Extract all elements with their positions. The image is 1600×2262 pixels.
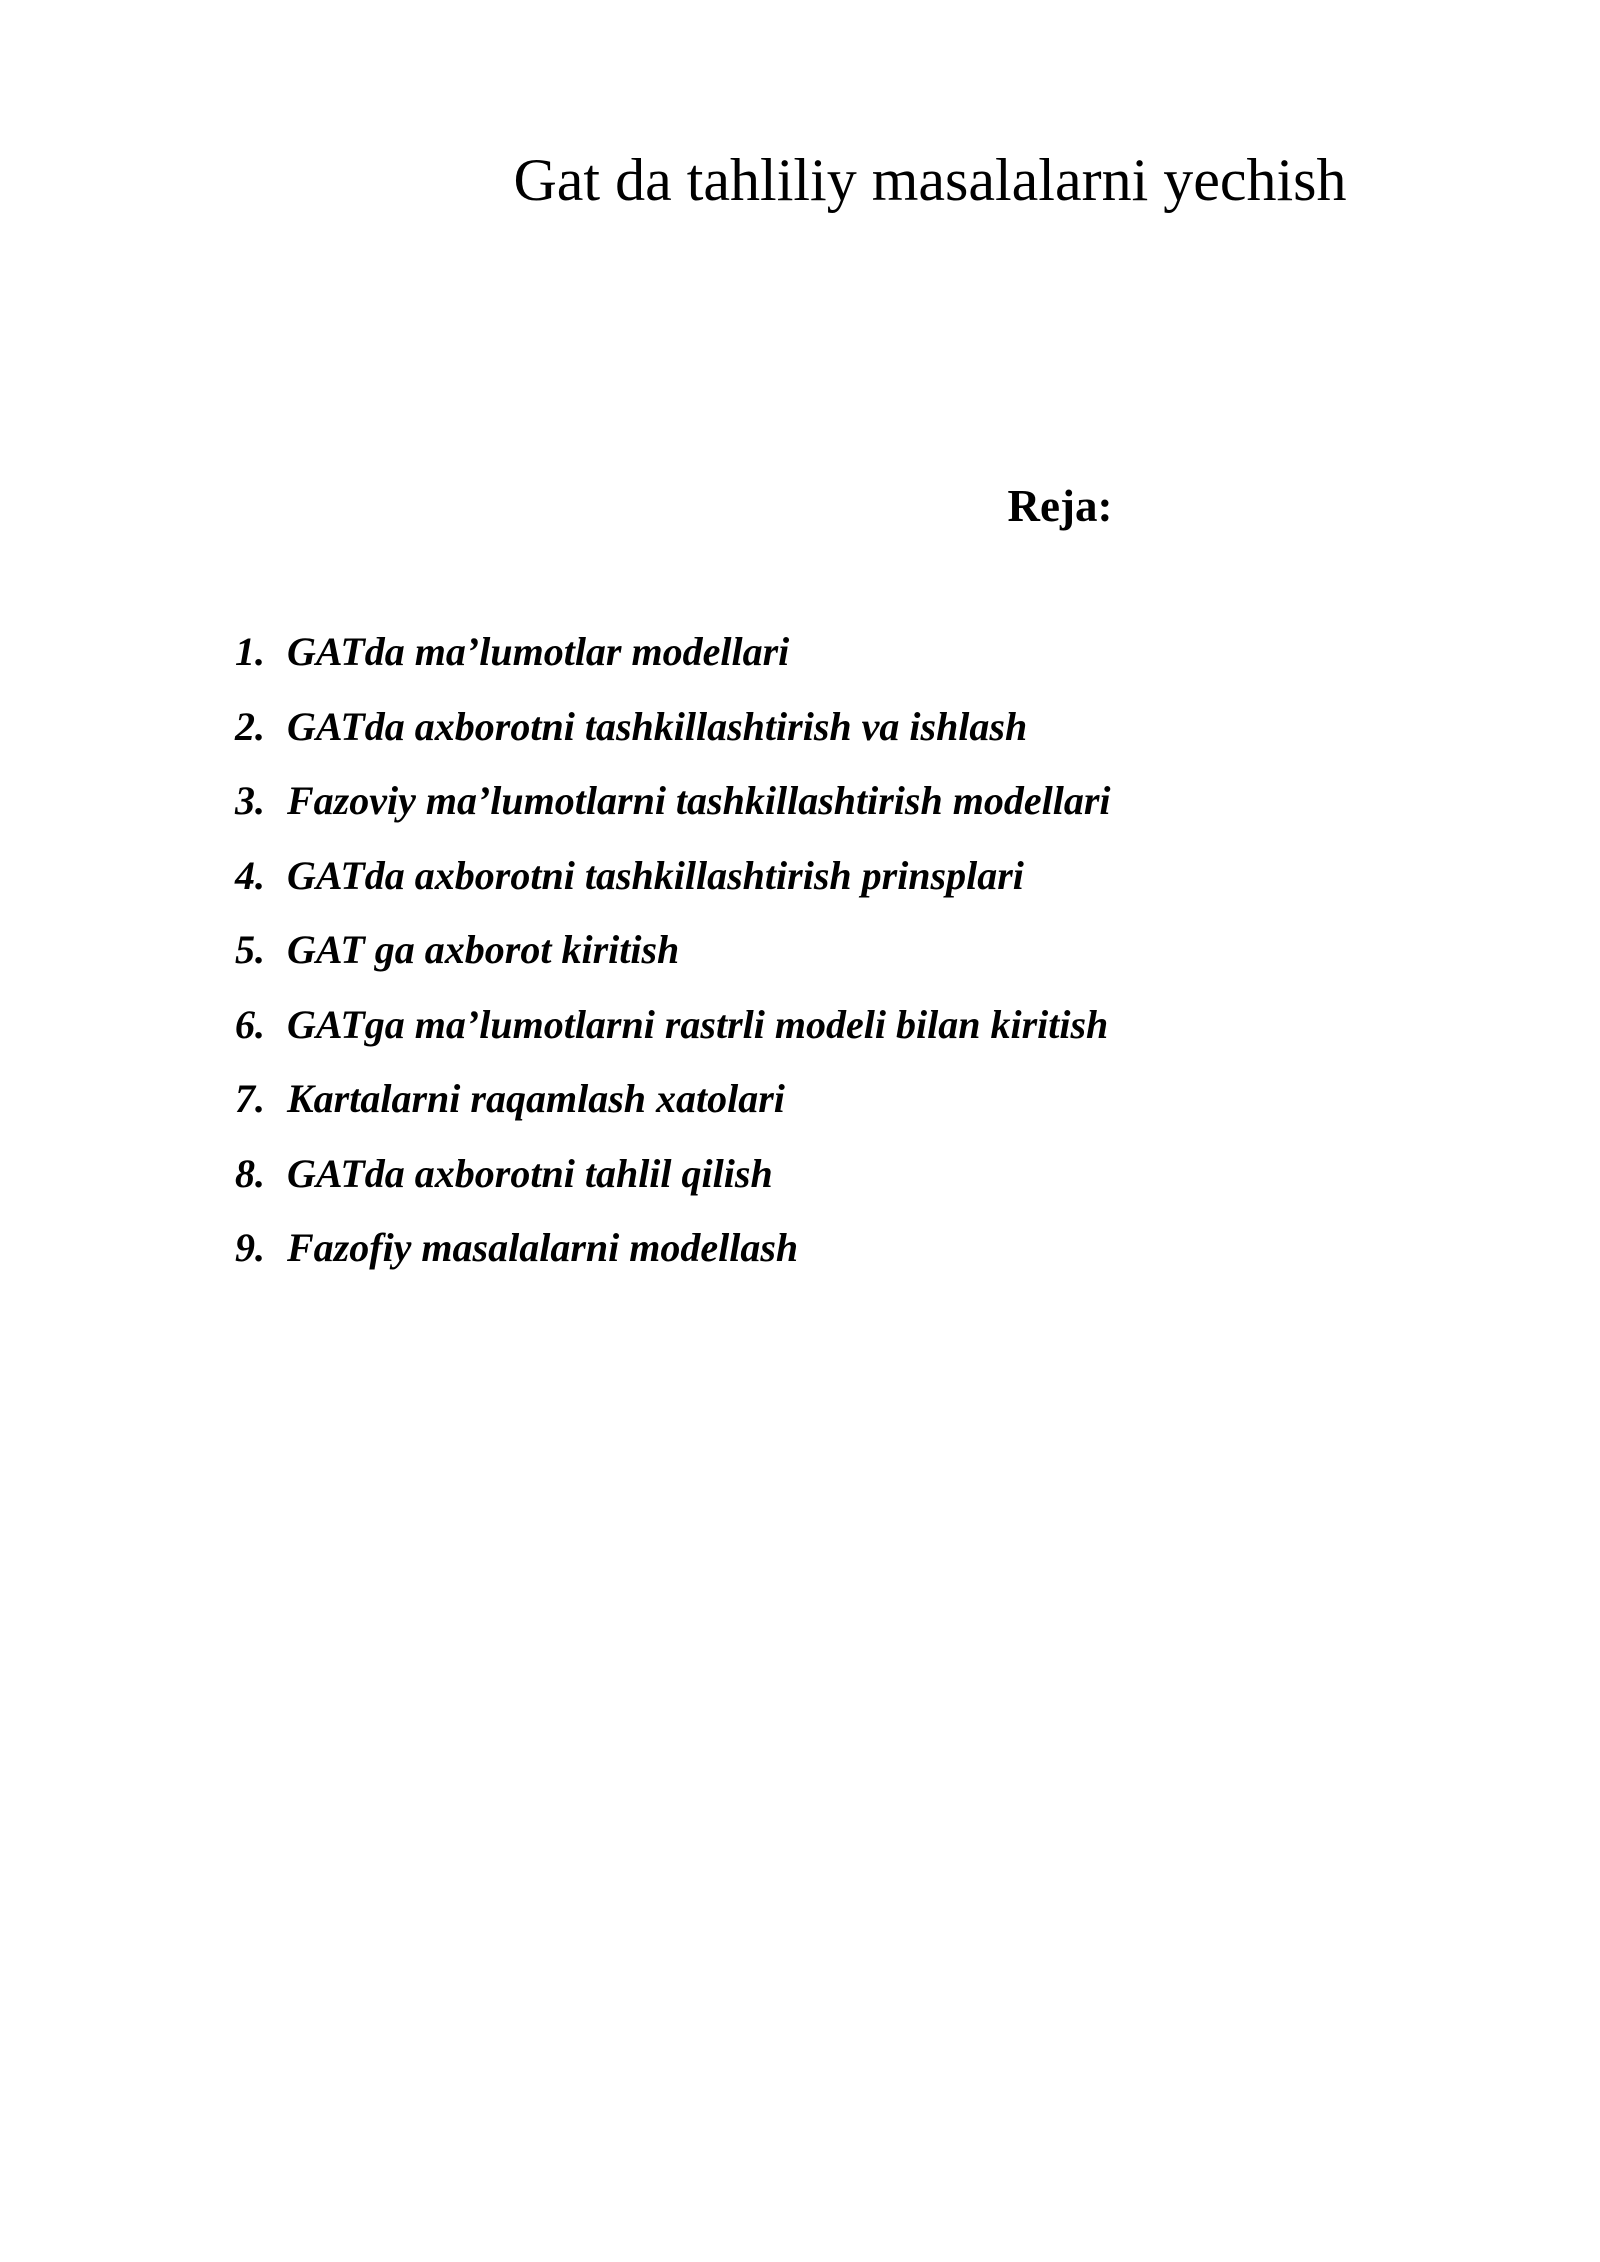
plan-item [235,629,1435,707]
plan-item-text: GAT ga axborot kiritish [287,927,680,972]
plan-item [235,1225,1435,1303]
plan-item-text: Fazoviy ma’lumotlarni tashkillashtirish modellari [287,778,1111,823]
plan-item-text: GATda ma’lumotlar modellari [287,629,790,674]
plan-heading: Reja: [1007,481,1113,531]
plan-list [235,629,1435,1303]
plan-item [235,927,1435,1005]
plan-item-number: 1. [235,629,265,674]
plan-item-number: 6. [235,1001,265,1047]
document-title: Gat da tahliliy masalalarni yechish [513,147,1347,213]
plan-item-text: GATda axborotni tahlil qilish [287,1150,773,1196]
plan-item-number: 5. [235,927,265,972]
plan-item [235,1150,1435,1229]
plan-item-number: 9. [235,1225,265,1270]
plan-item [235,1076,1435,1154]
plan-item-number: 7. [235,1076,265,1121]
plan-item-text: GATda axborotni tashkillashtirish prinsplari [287,852,1024,898]
plan-item [235,703,1435,782]
plan-item [235,852,1435,931]
plan-item-text: Fazofiy masalalarni modellash [287,1225,799,1270]
plan-item-text: GATda axborotni tashkillashtirish va ishlash [287,703,1028,749]
plan-item-number: 2. [235,703,265,749]
plan-item-text: GATga ma’lumotlarni rastrli modeli bilan kiritish [287,1001,1109,1047]
plan-item-text: Kartalarni raqamlash xatolari [287,1076,785,1121]
plan-item-number: 8. [235,1150,265,1196]
plan-item [235,778,1435,856]
plan-item-number: 3. [235,778,265,823]
plan-item [235,1001,1435,1080]
plan-item-number: 4. [235,852,265,898]
